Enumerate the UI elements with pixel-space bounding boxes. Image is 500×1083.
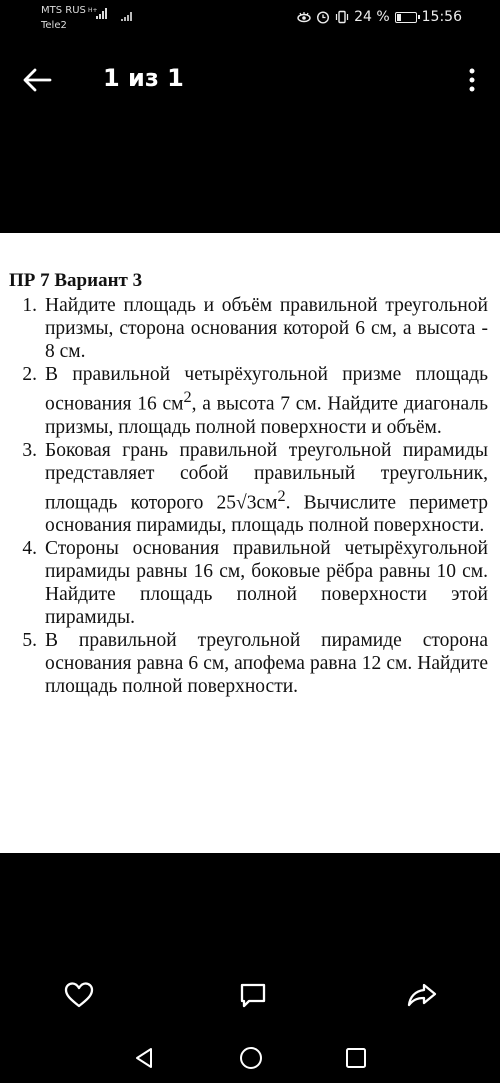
task-item (9, 294, 488, 363)
superscript: 2 (183, 388, 192, 406)
signal-2-icon (119, 10, 137, 22)
task-text: Боковая грань правильной треугольной пирамиды представляет собой правильный треугольник, площадь которого $25√3см^2$. Вычислите периметр основания пирамиды, площадь полной поверхности. (45, 439, 488, 536)
clock: 15:56 (421, 9, 462, 25)
more-vertical-icon[interactable] (462, 64, 482, 96)
task-text: В правильной треугольной пирамиде сторона основания равна 6 см, апофема равна 12 см. Найдите площадь полной поверхности. (45, 630, 488, 697)
vibrate-icon (335, 10, 349, 24)
task-text: В правильной четырёхугольной призме площадь основания 16 $см^2$, а высота 7 см. Найдите диагональ призмы, площадь полной поверхности и объём. (45, 364, 488, 438)
task-item (9, 439, 488, 538)
eye-comfort-icon (297, 10, 311, 24)
document-image[interactable] (0, 233, 500, 853)
superscript: 2 (277, 486, 286, 505)
task-item (9, 363, 488, 439)
task-number: 4. (22, 538, 37, 559)
signal-icon (88, 6, 110, 20)
task-list (9, 294, 488, 698)
carrier-1: MTS RUS (41, 5, 86, 16)
bottom-action-bar (0, 965, 500, 1025)
battery-percent: 24 % (354, 9, 390, 25)
task-number: 2. (22, 364, 37, 385)
status-bar (0, 0, 500, 36)
circle-home-icon[interactable] (238, 1045, 264, 1071)
alarm-icon (316, 10, 330, 24)
share-icon[interactable] (405, 979, 439, 1011)
comment-icon[interactable] (236, 979, 270, 1011)
arrow-left-icon[interactable] (20, 64, 54, 96)
system-navigation-bar (0, 1035, 500, 1083)
heart-icon[interactable] (62, 979, 96, 1011)
task-number: 5. (22, 630, 37, 651)
task-number: 3. (22, 439, 37, 461)
task-item (9, 629, 488, 698)
battery-icon (395, 12, 417, 23)
triangle-back-icon[interactable] (132, 1045, 158, 1071)
document-title: ПР 7 Вариант 3 (9, 270, 143, 291)
task-number: 1. (22, 295, 37, 316)
top-app-bar (0, 50, 500, 110)
carrier-2: Tele2 (41, 20, 67, 31)
square-recent-icon[interactable] (343, 1045, 369, 1071)
page-counter-title: 1 из 1 (103, 64, 184, 92)
task-item (9, 537, 488, 629)
task-text: Стороны основания правильной четырёхугольной пирамиды равны 16 см, боковые рёбра равны 10 см. Найдите площадь полной поверхности этой пирамиды. (45, 538, 488, 628)
task-text: Найдите площадь и объём правильной треугольной призмы, сторона основания которой 6 см, а высота - 8 см. (45, 295, 488, 362)
svg-text:H+: H+ (88, 7, 98, 14)
carrier-names (41, 3, 86, 33)
